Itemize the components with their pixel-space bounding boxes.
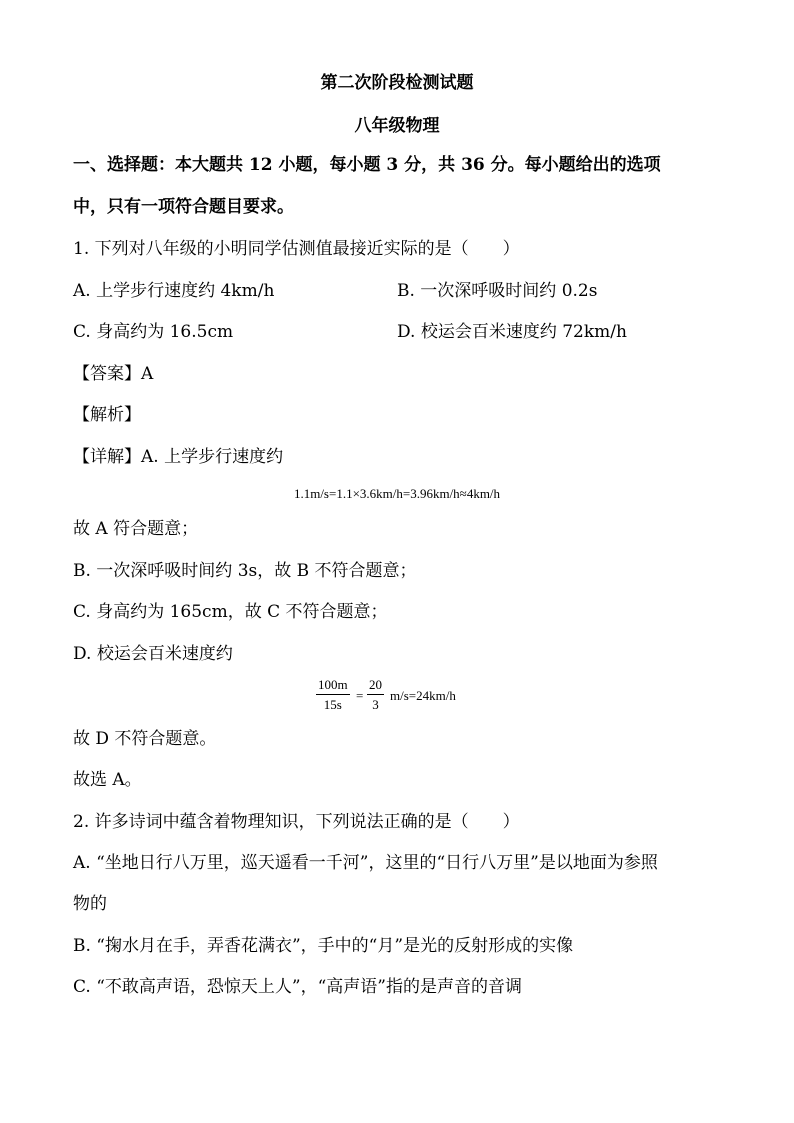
question-2-option-c: C. “不敢高声语，恐惊天上人”，“高声语”指的是声音的音调 <box>73 977 522 997</box>
question-1-detail: 【详解】A. 上学步行速度约 <box>73 447 284 467</box>
question-2-option-a-line1: A. “坐地日行八万里，巡天遥看一千河”，这里的“日行八万里”是以地面为参照 <box>73 853 658 873</box>
section-heading-line2: 中，只有一项符合题目要求。 <box>73 197 294 217</box>
question-2-stem: 2. 许多诗词中蕴含着物理知识，下列说法正确的是（ ） <box>73 812 520 832</box>
exam-title: 第二次阶段检测试题 <box>320 73 474 93</box>
question-2-option-a-line2: 物的 <box>73 894 107 914</box>
fraction-twenty-thirds <box>367 677 384 713</box>
question-1-option-b: B. 一次深呼吸时间约 0.2s <box>397 281 598 301</box>
conclusion-a: 故 A 符合题意； <box>73 519 199 539</box>
explanation-c: C. 身高约为 165cm，故 C 不符合题意； <box>73 602 388 622</box>
final-choice: 故选 A。 <box>73 770 142 790</box>
formula-tail: m/s=24km/h <box>390 688 456 703</box>
fraction-denominator: 3 <box>372 697 379 712</box>
explanation-d: D. 校运会百米速度约 <box>73 644 233 664</box>
question-1-stem: 1. 下列对八年级的小明同学估测值最接近实际的是（ ） <box>73 239 520 259</box>
equals-sign: = <box>356 688 364 703</box>
fraction-denominator: 15s <box>323 697 342 712</box>
explanation-b: B. 一次深呼吸时间约 3s，故 B 不符合题意； <box>73 561 417 581</box>
fraction-numerator: 20 <box>367 677 384 695</box>
question-1-answer: 【答案】A <box>73 364 154 384</box>
question-1-option-c: C. 身高约为 16.5cm <box>73 322 234 342</box>
question-2-option-b: B. “掬水月在手，弄香花满衣”，手中的“月”是光的反射形成的实像 <box>73 936 574 956</box>
fraction-distance-time <box>316 677 350 713</box>
question-1-analysis-label: 【解析】 <box>73 405 141 425</box>
question-1-option-a: A. 上学步行速度约 4km/h <box>73 281 275 301</box>
fraction-numerator: 100m <box>316 677 350 695</box>
conclusion-d: 故 D 不符合题意。 <box>73 729 217 749</box>
exam-subtitle: 八年级物理 <box>354 116 440 136</box>
question-1-option-d: D. 校运会百米速度约 72km/h <box>397 322 627 342</box>
section-heading-line1: 一、选择题：本大题共 12 小题，每小题 3 分，共 36 分。每小题给出的选项 <box>73 155 661 175</box>
formula-walking-speed: 1.1m/s=1.1×3.6km/h=3.96km/h≈4km/h <box>293 486 501 501</box>
